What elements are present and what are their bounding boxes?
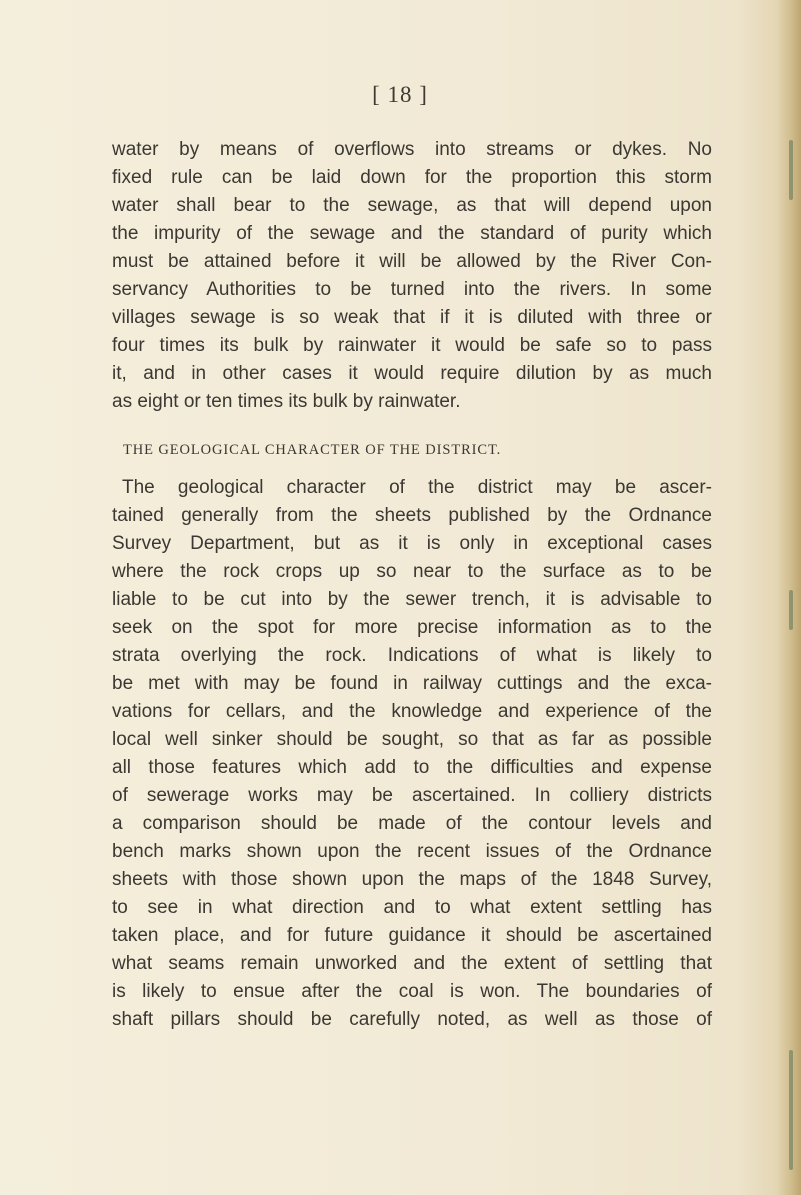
page-edge-mark [789, 590, 793, 630]
text-line: liable to be cut into by the sewer trench, it is advisable to [112, 589, 712, 610]
text-line: four times its bulk by rainwater it would be safe so to pass [112, 335, 712, 356]
text-line: is likely to ensue after the coal is won. The boundaries of [112, 981, 712, 1002]
text-line: shaft pillars should be carefully noted, as well as those of [112, 1009, 712, 1030]
text-line: it, and in other cases it would require dilution by as much [112, 363, 712, 384]
page-edge-mark [789, 140, 793, 200]
section-heading: THE GEOLOGICAL CHARACTER OF THE DISTRICT. [123, 442, 502, 458]
text-line: a comparison should be made of the contour levels and [112, 813, 712, 834]
text-line: the impurity of the sewage and the standard of purity which [112, 223, 712, 244]
text-line: what seams remain unworked and the extent of settling that [112, 953, 712, 974]
text-line: taken place, and for future guidance it should be ascertained [112, 925, 712, 946]
text-line: water by means of overflows into streams or dykes. No [112, 139, 712, 160]
paragraph-geological-character [112, 474, 712, 1034]
page-edge-mark [789, 1050, 793, 1170]
text-line: sheets with those shown upon the maps of the 1848 Survey, [112, 869, 712, 890]
text-line: be met with may be found in railway cuttings and the exca- [112, 673, 712, 694]
text-line: to see in what direction and to what extent settling has [112, 897, 712, 918]
text-line: local well sinker should be sought, so that as far as possible [112, 729, 712, 750]
text-line: all those features which add to the difficulties and expense [112, 757, 712, 778]
text-line: must be attained before it will be allowed by the River Con- [112, 251, 712, 272]
text-line: water shall bear to the sewage, as that will depend upon [112, 195, 712, 216]
text-line: fixed rule can be laid down for the proportion this storm [112, 167, 712, 188]
text-line: strata overlying the rock. Indications of what is likely to [112, 645, 712, 666]
text-line: The geological character of the district may be ascer- [122, 477, 712, 498]
text-line: seek on the spot for more precise information as to the [112, 617, 712, 638]
text-line: servancy Authorities to be turned into the rivers. In some [112, 279, 712, 300]
text-line: Survey Department, but as it is only in exceptional cases [112, 533, 712, 554]
page-number: [ 18 ] [372, 82, 428, 107]
paragraph-storm-water [112, 136, 712, 416]
text-line: vations for cellars, and the knowledge and experience of the [112, 701, 712, 722]
text-line: villages sewage is so weak that if it is diluted with three or [112, 307, 712, 328]
text-line: as eight or ten times its bulk by rainwater. [112, 391, 461, 412]
text-line: bench marks shown upon the recent issues of the Ordnance [112, 841, 712, 862]
text-line: where the rock crops up so near to the surface as to be [112, 561, 712, 582]
text-line: tained generally from the sheets published by the Ordnance [112, 505, 712, 526]
text-line: of sewerage works may be ascertained. In colliery districts [112, 785, 712, 806]
